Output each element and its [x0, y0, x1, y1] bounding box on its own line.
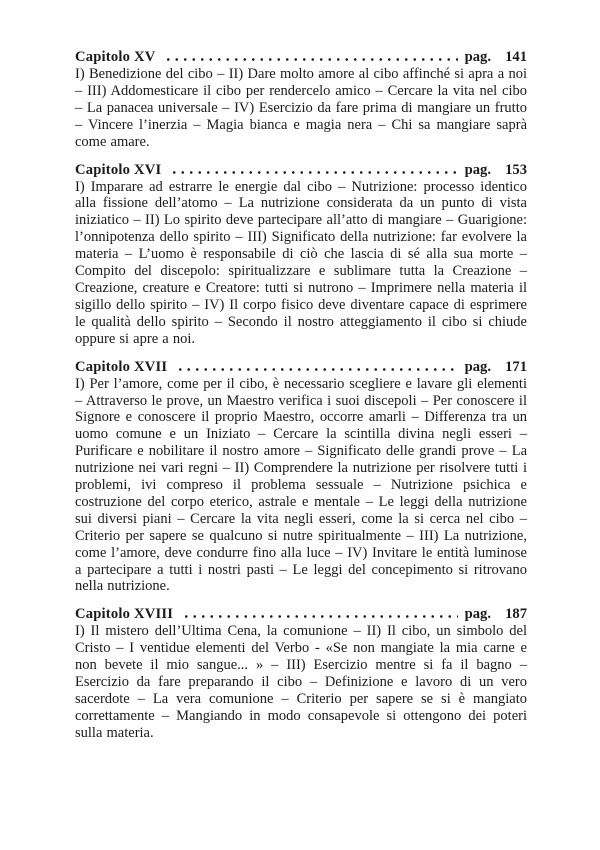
- chapter-title: Capitolo XVII: [75, 358, 168, 375]
- chapter-summary: I) Il mistero dell’Ultima Cena, la comunione – II) Il cibo, un simbolo del Cristo – I ventidue elementi del Verbo - «Se non mangiate la mia carne e non bevete il mio sangue... » – III) Esercizio mentre si fa il bagno – Esercizio da fare preparando il cibo – Definizione e lavoro di un vero sacerdote – La vera comunione – Criterio per sapere se si è mangiato correttamente – Mangiando in modo consapevole si ottengono dei poteri sulla materia.: [75, 623, 527, 741]
- toc-entry-chapter-17: [75, 359, 527, 596]
- chapter-heading-row: [75, 49, 527, 66]
- dot-leader: [176, 368, 457, 371]
- page-number: 171: [505, 358, 527, 375]
- chapter-title: Capitolo XVIII: [75, 606, 174, 623]
- chapter-title: Capitolo XV: [75, 49, 156, 65]
- toc-entry-chapter-18: [75, 606, 527, 741]
- page-number: 153: [505, 161, 527, 178]
- toc-entry-chapter-16: [75, 162, 527, 348]
- chapter-summary: I) Benedizione del cibo – II) Dare molto amore al cibo affinché si apra a noi – III) Addomesticare il cibo per rendercelo amico – Cercare la vita nel cibo – La panacea universale – IV) Esercizio da fare prima di mangiare un frutto – Vincere l’inerzia – Magia bianca e magia nera – Chi sa mangiare saprà come amare.: [75, 66, 527, 150]
- chapter-summary: I) Imparare ad estrarre le energie dal cibo – Nutrizione: processo identico alla fissione dell’atomo – La nutrizione considerata da un punto di vista iniziatico – II) Lo spirito deve partecipare all’atto di mangiare – Guarigione: l’onnipotenza dello spirito – III) Significato della nutrizione: far evolvere la materia – L’uomo è responsabile di ciò che lascia di sé alla sua morte – Compito del discepolo: spiritualizzare e sublimare tutta la Creazione – Creazione, creature e Creatore: tutti si nutrono – Imprimere nella materia il sigillo dello spirito – IV) Il corpo fisico deve diventare capace di esprimere le qualità dello spirito – Secondo il nostro atteggiamento il cibo si chiude oppure si apre a noi.: [75, 178, 527, 347]
- dot-leader: [170, 171, 457, 174]
- dot-leader: [164, 58, 457, 61]
- chapter-heading-row: [75, 606, 527, 623]
- page-number: 187: [505, 606, 527, 623]
- page-label: pag.: [464, 606, 491, 623]
- toc-entry-chapter-15: [75, 49, 527, 151]
- dot-leader: [182, 615, 458, 618]
- chapter-heading-row: [75, 359, 527, 376]
- chapter-title: Capitolo XVI: [75, 161, 162, 178]
- page-label: pag.: [464, 358, 491, 375]
- page-label: pag.: [464, 49, 491, 65]
- chapter-summary: I) Per l’amore, come per il cibo, è necessario scegliere e lavare gli elementi – Attraverso le prove, un Maestro verifica i suoi discepoli – Per conoscere il Signore e conoscere il proprio Maestro, occorre amarli – Differenza tra un uomo comune e un Iniziato – Cercare la scintilla divina negli esseri – Purificare e nobilitare il nostro amore – Significato delle grandi prove – La nutrizione nei vari regni – II) Comprendere la nutrizione per risolvere tutti i problemi, ivi compreso il problema sessuale – Nutrizione psichica e costruzione del corpo eterico, astrale e mentale – Le leggi della nutrizione sui diversi piani – Cercare la vita negli esseri, come la si cerca nel cibo – Criterio per sapere se qualcuno si nutre spiritualmente – III) La nutrizione, come l’amore, deve condurre fino alla luce – IV) Invitare le entità luminose a partecipare a tutti i nostri pasti – Le leggi del concepimento si ritrovano nella nutrizione.: [75, 375, 527, 595]
- chapter-heading-row: [75, 162, 527, 179]
- page-label: pag.: [464, 161, 491, 178]
- page-number: 141: [505, 49, 527, 65]
